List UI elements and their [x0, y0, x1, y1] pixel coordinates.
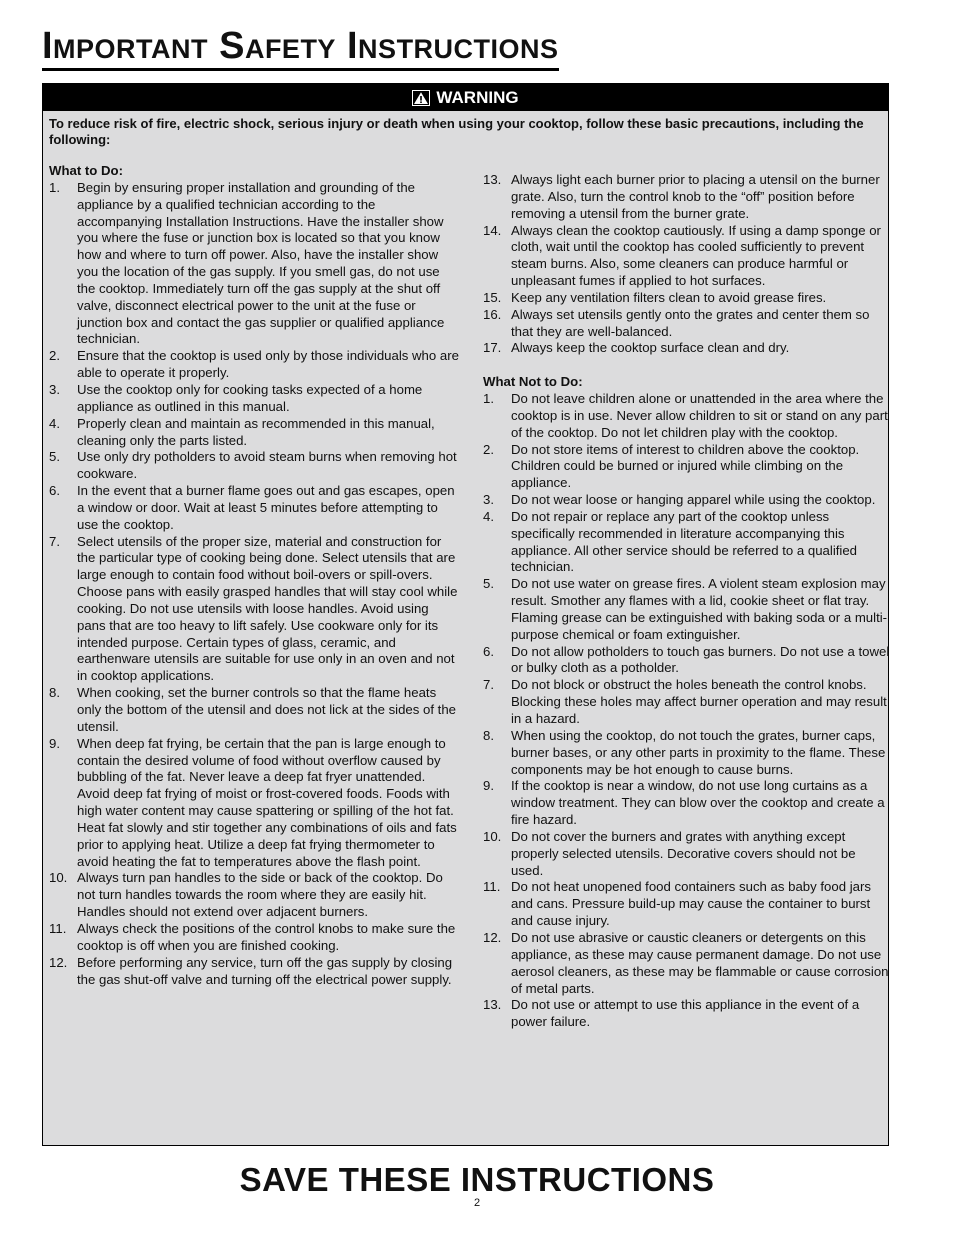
list-item-number: 9.	[483, 778, 494, 794]
list-item	[49, 348, 459, 382]
list-item	[49, 416, 459, 450]
list-item	[483, 997, 891, 1031]
list-item-number: 11.	[49, 920, 67, 936]
list-item-number: 15.	[483, 289, 502, 305]
what-to-do-list	[49, 180, 459, 989]
list-item-text: Do not leave children alone or unattended in the area where the cooktop is in use. Never allow children to sit or stand on any part of the cooktop. Do not let children play with the cooktop.	[511, 390, 888, 440]
list-item	[49, 180, 459, 348]
left-column	[49, 163, 459, 988]
list-item-text: Do not use abrasive or caustic cleaners or detergents on this appliance, as these may cause permanent damage. Do not use aerosol cleaners, as these may be flammable or cause corrosion of metal parts.	[511, 929, 889, 996]
list-item-number: 16.	[483, 306, 502, 322]
list-item-number: 14.	[483, 222, 502, 238]
list-item-number: 5.	[49, 449, 60, 465]
list-item-number: 7.	[49, 533, 60, 549]
what-to-do-list-continued	[483, 172, 891, 357]
list-item	[483, 223, 891, 290]
list-item-number: 8.	[483, 727, 494, 743]
list-item-text: Always set utensils gently onto the grates and center them so that they are well-balanced.	[511, 306, 870, 339]
list-item-text: In the event that a burner flame goes out and gas escapes, open a window or door. Wait at least 5 minutes before attempting to use the cooktop.	[77, 483, 455, 532]
list-item-text: When deep fat frying, be certain that the pan is large enough to contain the desired volume of food without overflow caused by bubbling of the fat. Never leave a deep fat fryer unattended. Avoid deep fat frying of moist or frost-covered foods. Foods with high water content may cause spattering or spilling of the hot fat. Heat fat slowly and stir together any combinations of oils and fats prior to applying heat. Utilize a deep fat frying thermometer to avoid heating the fat to temperatures above the flash point.	[77, 735, 457, 869]
list-item	[483, 778, 891, 829]
list-item	[483, 576, 891, 643]
list-item	[49, 483, 459, 534]
list-item	[483, 644, 891, 678]
list-item	[49, 736, 459, 871]
list-item-number: 12.	[49, 954, 68, 970]
list-item-text: Always light each burner prior to placing a utensil on the burner grate. Also, turn the control knob to the “off” position before removing a utensil from the burner grate.	[511, 172, 880, 221]
list-item-number: 5.	[483, 576, 494, 592]
list-item-text: Use only dry potholders to avoid steam burns when removing hot cookware.	[77, 449, 457, 482]
list-item	[49, 870, 459, 921]
list-item-text: If the cooktop is near a window, do not use long curtains as a window treatment. They can blow over the cooktop and create a fire hazard.	[511, 778, 885, 828]
page-title: Important Safety Instructions	[42, 24, 559, 71]
list-item-text: Ensure that the cooktop is used only by those individuals who are able to operate it properly.	[77, 348, 459, 381]
list-item-number: 13.	[483, 172, 502, 187]
list-item-number: 6.	[49, 483, 60, 499]
list-item	[49, 534, 459, 686]
warning-banner	[43, 84, 888, 111]
what-not-to-do-heading: What Not to Do:	[483, 374, 583, 390]
list-item-text: Do not use water on grease fires. A violent steam explosion may result. Smother any flames with a lid, cookie sheet or flat tray. Flaming grease can be extinguished with baking soda or a multi-purpose chemical or foam extinguisher.	[511, 576, 888, 642]
what-not-to-do-list	[483, 391, 891, 1031]
list-item	[483, 172, 891, 223]
list-item-number: 3.	[483, 492, 494, 508]
list-item-number: 2.	[483, 441, 494, 457]
page-number: 2	[473, 1197, 481, 1209]
list-item-text: Do not heat unopened food containers such as baby food jars and cans. Pressure build-up may cause the container to burst and cause injury.	[511, 879, 871, 929]
list-item	[483, 442, 891, 493]
list-item-number: 7.	[483, 677, 494, 693]
list-item-number: 17.	[483, 340, 502, 356]
list-item	[483, 509, 891, 576]
list-item-text: Always check the positions of the control knobs to make sure the cooktop is off when you are finished cooking.	[77, 920, 456, 953]
what-to-do-heading: What to Do:	[49, 163, 123, 178]
intro-text: To reduce risk of fire, electric shock, serious injury or death when using your cooktop, follow these basic precautions, including the following:	[49, 116, 864, 147]
list-item	[49, 955, 459, 989]
list-item	[49, 921, 459, 955]
list-item-text: Do not allow potholders to touch gas burners. Do not use a towel or bulky cloth as a potholder.	[511, 643, 890, 676]
list-item-text: Select utensils of the proper size, material and construction for the particular type of cooking being done. Select utensils that are large enough to contain food without boil-overs or spill-overs. Choose pans with easily grasped handles that will stay cool while cooking. Do not use utensils with loose handles. Avoid using pans that are too heavy to lift safely. Use cookware only for its intended purpose. Certain types of glass, ceramic, and earthenware utensils are suitable for use only in an oven and not in cooktop applications.	[77, 533, 458, 684]
list-item-number: 4.	[49, 415, 60, 431]
list-item-number: 13.	[483, 997, 502, 1013]
warning-label: WARNING	[436, 87, 519, 107]
list-item-number: 12.	[483, 929, 502, 945]
list-item	[49, 449, 459, 483]
list-item	[483, 391, 891, 442]
list-item-number: 8.	[49, 685, 60, 701]
list-item-number: 3.	[49, 381, 60, 397]
list-item-text: Do not wear loose or hanging apparel while using the cooktop.	[511, 492, 876, 508]
list-item-number: 10.	[49, 870, 68, 886]
list-item-number: 10.	[483, 828, 502, 844]
list-item-text: Do not cover the burners and grates with anything except properly selected utensils. Decorative covers should not be used.	[511, 828, 856, 878]
list-item-text: Keep any ventilation filters clean to avoid grease fires.	[511, 289, 827, 305]
list-item-text: Use the cooktop only for cooking tasks expected of a home appliance as outlined in this manual.	[77, 381, 423, 414]
list-item	[49, 685, 459, 736]
list-item-text: Do not use or attempt to use this appliance in the event of a power failure.	[511, 997, 860, 1030]
list-item-text: Do not block or obstruct the holes beneath the control knobs. Blocking these holes may affect burner operation and may result in a hazard.	[511, 677, 887, 726]
list-item-text: Do not repair or replace any part of the cooktop unless specifically recommended in literature accompanying this appliance. All other service should be referred to a qualified technician.	[511, 508, 858, 575]
list-item-number: 11.	[483, 879, 501, 895]
warning-box	[42, 83, 889, 1146]
right-column	[483, 172, 891, 1031]
list-item	[483, 879, 891, 930]
list-item	[483, 290, 891, 307]
list-item-number: 9.	[49, 735, 60, 751]
list-item	[483, 340, 891, 357]
list-item-text: Before performing any service, turn off the gas supply by closing the gas shut-off valve and turning off the electrical power supply.	[77, 954, 453, 987]
list-item	[483, 492, 891, 509]
list-item-text: Begin by ensuring proper installation and grounding of the appliance by a qualified technician according to the accompanying Installation Instructions. Have the installer show you where the fuse or junction box is located so that you know how and where to turn off power. Also, have the installer show you the location of the gas supply. If you smell gas, do not use the cooktop. Immediately turn off the gas supply at the shut off valve, disconnect electrical power to the unit at the fuse or junction box and contact the gas supplier or qualified appliance technician.	[77, 179, 445, 347]
list-item	[49, 382, 459, 416]
list-item	[483, 829, 891, 880]
list-item-text: Always keep the cooktop surface clean and dry.	[511, 340, 790, 356]
list-item-text: When cooking, set the burner controls so that the flame heats only the bottom of the utensil and does not lick at the sides of the utensil.	[77, 685, 457, 734]
list-item	[483, 677, 891, 728]
list-item-text: Always turn pan handles to the side or back of the cooktop. Do not turn handles towards the room where they are easily hit. Handles should not extend over adjacent burners.	[77, 870, 443, 920]
save-instructions-title: SAVE THESE INSTRUCTIONS	[239, 1161, 715, 1198]
list-item-number: 1.	[49, 179, 60, 195]
list-item	[483, 307, 891, 341]
list-item-text: Do not store items of interest to children above the cooktop. Children could be burned or injured while climbing on the appliance.	[511, 441, 860, 491]
list-item-number: 6.	[483, 643, 494, 659]
list-item-number: 1.	[483, 390, 494, 406]
list-item-text: Properly clean and maintain as recommended in this manual, cleaning only the parts listed.	[77, 415, 435, 448]
list-item	[483, 728, 891, 779]
list-item-text: When using the cooktop, do not touch the grates, burner caps, burner bases, or any other parts in proximity to the flame. These components may be hot enough to cause burns.	[511, 727, 886, 777]
warning-triangle-icon	[412, 90, 430, 106]
list-item-number: 2.	[49, 348, 60, 364]
list-item	[483, 930, 891, 997]
list-item-number: 4.	[483, 508, 494, 524]
list-item-text: Always clean the cooktop cautiously. If using a damp sponge or cloth, wait until the cooktop has cooled sufficiently to prevent steam burns. Also, some cleaners can produce harmful or unpleasant fumes if applied to hot surfaces.	[511, 222, 881, 289]
